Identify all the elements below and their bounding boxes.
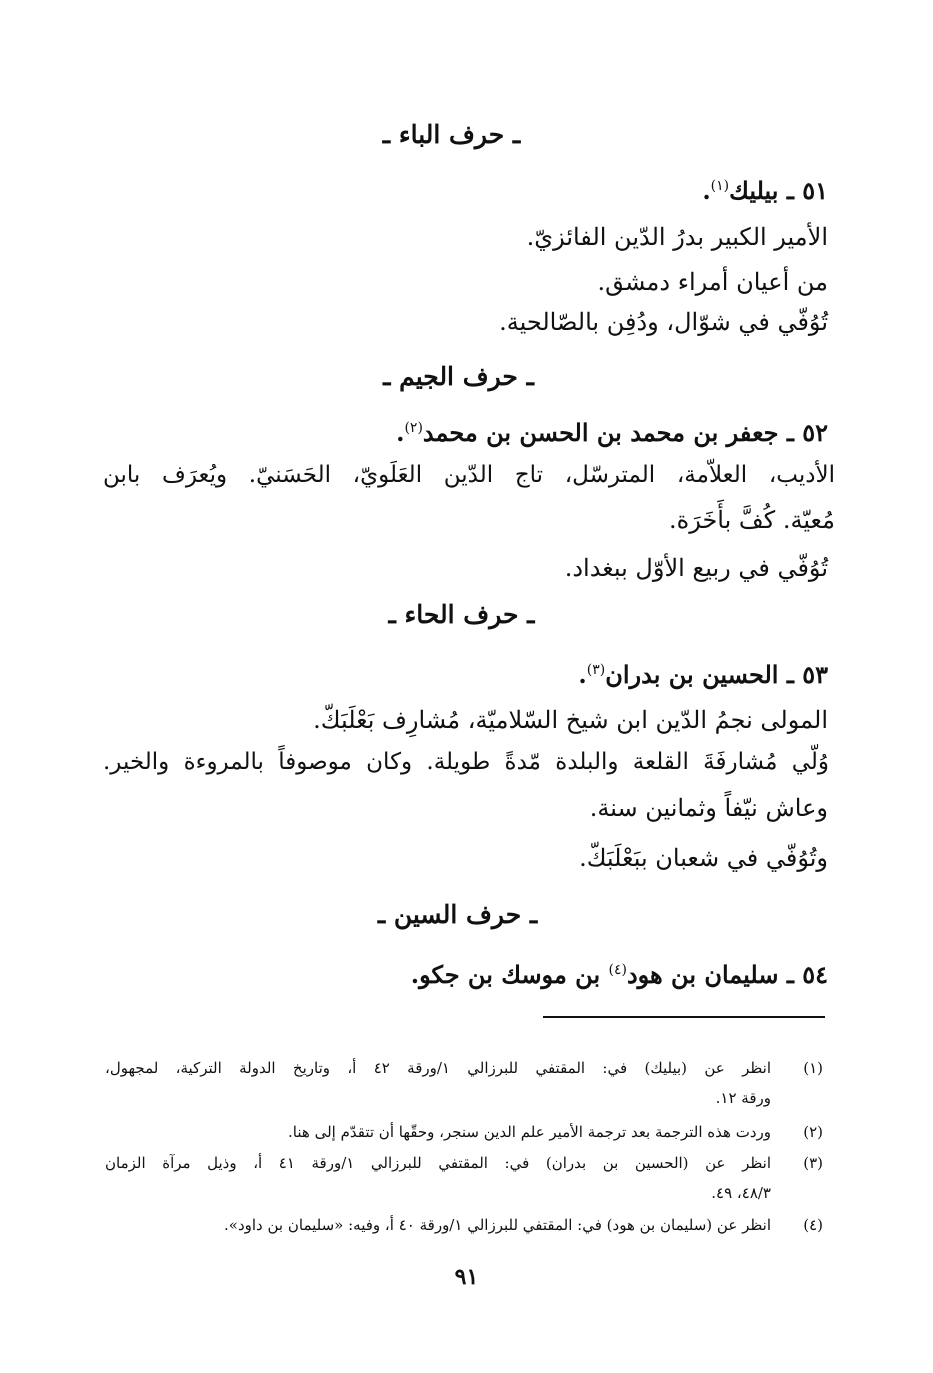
entry-52-line-3: تُوُفّي في ربيع الأوّل ببغداد. <box>564 554 828 582</box>
entry-52-line-1: الأديب، العلاّمة، المترسّل، تاج الدّين العَلَويّ، الحَسَنيّ. ويُعرَف بابن <box>103 462 835 488</box>
footnote-number: (١) <box>803 1059 823 1077</box>
footnote-ref-3[interactable]: (٣) <box>586 662 606 678</box>
entry-53-line-2: وُلّي مُشارفَةَ القلعة والبلدة مّدةً طويلة. وكان موصوفاً بالمروءة والخير. <box>103 749 829 775</box>
entry-52-title: ٥٢ ـ جعفر بن محمد بن الحسن بن محمد$^{(٢)}$. <box>396 418 828 447</box>
entry-51-title: ٥١ ـ بيليك$^{(١)}$. <box>702 176 828 205</box>
section-heading-ha: ـ حرف الحاء ـ <box>388 600 535 629</box>
entry-51-line-3: تُوُفّي في شوّال، ودُفِن بالصّالحية. <box>499 308 828 336</box>
footnote-number: (٢) <box>803 1123 823 1141</box>
page-number: ٩١ <box>454 1264 479 1290</box>
footnote-number: (٣) <box>803 1154 823 1172</box>
entry-51-line-1: الأمير الكبير بدرُ الدّين الفائزيّ. <box>526 223 828 251</box>
section-heading-sin: ـ حرف السين ـ <box>377 900 538 929</box>
footnote-1 <box>105 1053 823 1113</box>
section-heading-ba: ـ حرف الباء ـ <box>382 120 521 149</box>
entry-54-title: ٥٤ ـ سليمان بن هود$^{(٤)}$ بن موسك بن جكو. <box>410 960 828 989</box>
entry-53-title: ٥٣ ـ الحسين بن بدران$^{(٣)}$. <box>578 660 828 689</box>
entry-51-line-2: من أعيان أمراء دمشق. <box>597 268 828 296</box>
footnote-text: انظر عن (سليمان بن هود) في: المقتفي للبرزالي ١/ورقة ٤٠ أ، وفيه: «سليمان بن داود». <box>224 1216 771 1234</box>
footnote-number: (٤) <box>803 1216 823 1234</box>
footnote-3 <box>105 1148 823 1208</box>
footnote-text-cont: ورقة ١٢. <box>715 1089 771 1107</box>
footnote-text: انظر عن (الحسين بن بدران) في: المقتفي للبرزالي ١/ورقة ٤١ أ، وذيل مرآة الزمان <box>105 1154 771 1172</box>
footnote-ref-4[interactable]: (٤) <box>608 962 627 978</box>
footnote-ref-2[interactable]: (٢) <box>404 420 423 436</box>
footnote-ref-1[interactable]: (١) <box>710 178 730 194</box>
footnote-2 <box>105 1117 823 1147</box>
entry-52-line-2: مُعيّة. كُفَّ بأَخَرَة. <box>669 506 835 534</box>
footnote-4 <box>105 1210 823 1240</box>
entry-53-line-1: المولى نجمُ الدّين ابن شيخ السّلاميّة، مُشارِف بَعْلَبَكّ. <box>313 706 828 734</box>
footnote-text-cont: ٤٨/٣، ٤٩. <box>711 1184 771 1202</box>
section-heading-jim: ـ حرف الجيم ـ <box>383 362 534 391</box>
entry-53-line-3: وعاش نيّفاً وثمانين سنة. <box>589 794 828 822</box>
entry-53-line-4: وتُوُفّي في شعبان ببَعْلَبَكّ. <box>579 844 828 872</box>
footnote-separator <box>543 1016 825 1018</box>
footnote-text: انظر عن (بيليك) في: المقتفي للبرزالي ١/ورقة ٤٢ أ، وتاريخ الدولة التركية، لمجهول، <box>105 1059 771 1077</box>
footnote-text: وردت هذه الترجمة بعد ترجمة الأمير علم الدين سنجر، وحقّها أن تتقدّم إلى هنا. <box>288 1123 771 1141</box>
